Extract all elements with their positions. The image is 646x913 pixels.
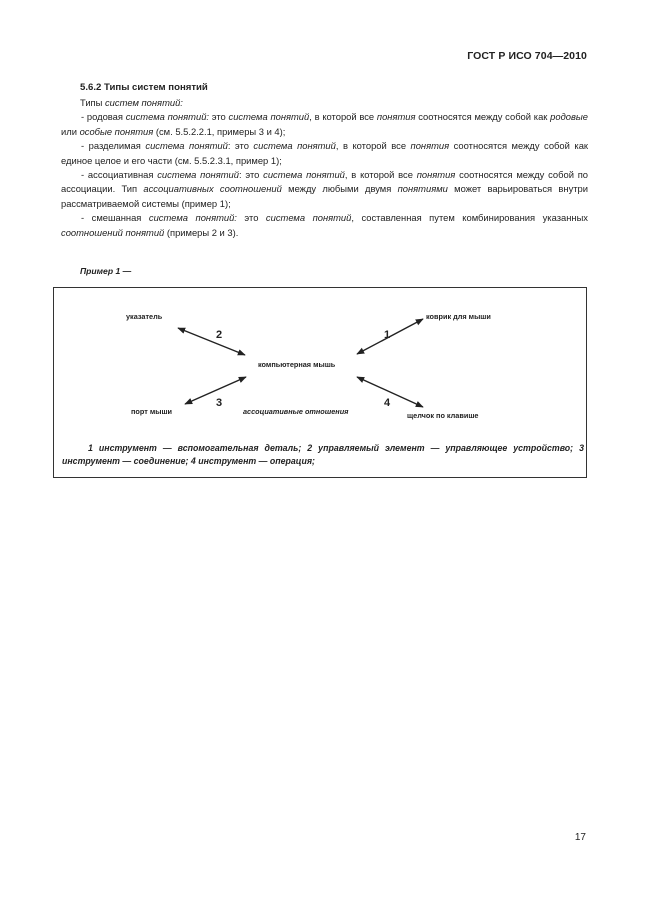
paragraph-partitive-system <box>61 139 588 168</box>
text-run: особые понятия <box>79 125 154 137</box>
text-run: - ассоциативная <box>81 169 158 181</box>
text-run: понятия <box>410 140 450 152</box>
text-run: система понятий <box>145 140 228 152</box>
text-run: соотносятся между собой как <box>415 111 551 123</box>
text-run: это <box>236 212 266 224</box>
text-run: соотношений понятий <box>61 226 165 238</box>
text-run: или <box>61 125 80 137</box>
node-bottom-left: порт мыши <box>131 407 173 416</box>
diagram-legend <box>62 442 584 468</box>
text-run: система понятий: <box>125 111 210 123</box>
text-run: система понятий <box>253 140 336 152</box>
text-run: , в которой все <box>309 111 377 123</box>
text-run: соотносятся между собой по ассоциации. Тип <box>61 169 589 195</box>
example-figure <box>53 287 587 478</box>
text-run: : это <box>238 169 264 181</box>
text-run: система понятий <box>263 169 345 181</box>
paragraph-mixed-system <box>61 211 588 240</box>
body-text <box>61 96 588 240</box>
paragraph-generic-system <box>61 110 588 139</box>
edge-label-top-left: 2 <box>216 329 223 341</box>
text-run: система понятий: <box>148 212 237 224</box>
text-run: система понятий <box>265 212 352 224</box>
node-center: компьютерная мышь <box>258 360 336 369</box>
edge-label-top-right: 1 <box>384 329 391 341</box>
node-bottom-right: щелчок по клавише <box>407 411 479 420</box>
edge-label-bottom-right: 4 <box>384 397 391 409</box>
node-top-right: коврик для мыши <box>426 312 491 321</box>
text-run: (примеры 2 и 3). <box>164 226 239 238</box>
text-run: систем понятий: <box>104 97 183 108</box>
arrow-top-left <box>178 328 245 355</box>
standard-designation: ГОСТ Р ИСО 704—2010 <box>467 50 587 62</box>
text-run: родовые <box>550 111 589 123</box>
text-run: понятия <box>376 111 416 123</box>
text-run: - разделимая <box>81 140 146 152</box>
text-run: между любыми двумя <box>281 183 398 195</box>
page-number: 17 <box>574 832 586 843</box>
diagram-legend-text: 1 инструмент — вспомогательная деталь; 2 управляемый элемент — управляющее устройство; 3 инструмент — соединение; 4 инструмент — операция; <box>62 443 584 466</box>
text-run: : это <box>227 140 254 152</box>
text-run: это <box>209 111 229 123</box>
text-run: система понятий <box>157 169 239 181</box>
paragraph-associative-system <box>61 168 588 211</box>
text-run: - родовая <box>81 111 126 123</box>
text-run: ассоциативных соотношений <box>143 183 282 195</box>
text-run: система понятий <box>228 111 310 123</box>
text-run: Типы <box>80 97 105 108</box>
text-run: - смешанная <box>81 212 149 224</box>
text-run: соотносятся между собой как единое целое и его части (см. 5.5.2.3.1, пример 1); <box>61 140 589 166</box>
text-run: понятиями <box>397 183 448 195</box>
text-run: (см. 5.5.2.2.1, примеры 3 и 4); <box>153 125 286 137</box>
text-run: , составленная путем комбинирования указанных <box>351 212 588 224</box>
edge-label-bottom-left: 3 <box>216 397 223 409</box>
text-run: понятия <box>416 169 456 181</box>
example-label: Пример 1 — <box>80 266 132 276</box>
text-run: , в которой все <box>335 140 411 152</box>
diagram-caption: ассоциативные отношения <box>243 407 349 416</box>
section-title: 5.6.2 Типы систем понятий <box>80 82 208 93</box>
paragraph-intro <box>61 96 588 110</box>
text-run: может варьироваться внутри рассматриваемой системы (пример 1); <box>61 183 589 209</box>
node-top-left: указатель <box>126 312 163 321</box>
text-run: , в которой все <box>344 169 417 181</box>
